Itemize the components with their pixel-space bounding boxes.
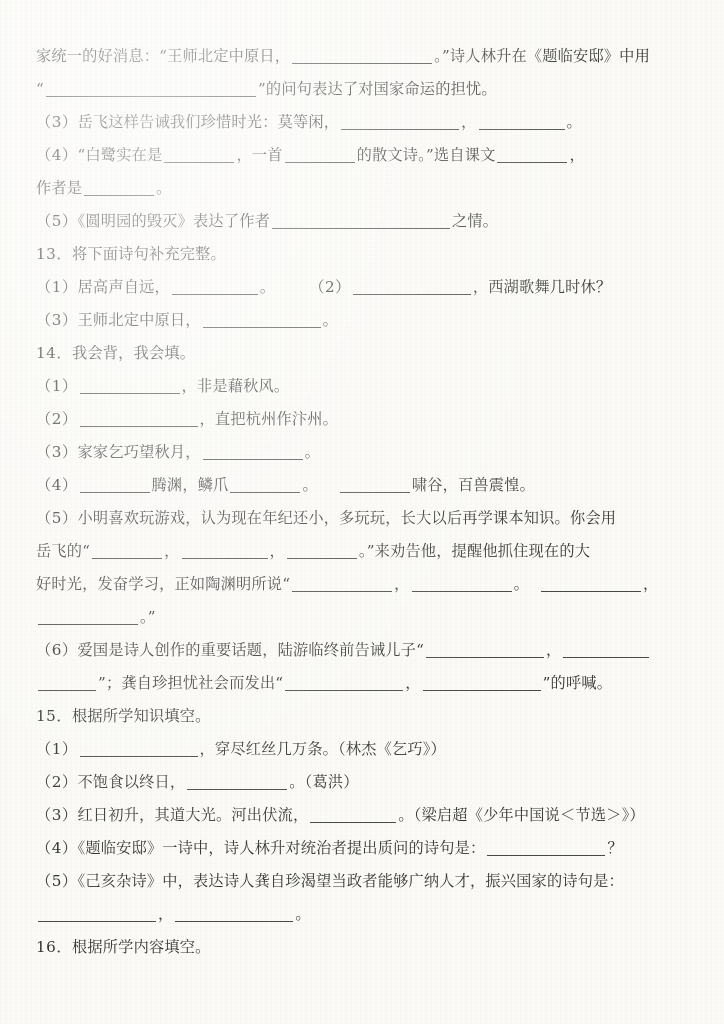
carryover-text-seg3: ”的问句表达了对国家命运的担忧。 <box>257 80 497 98</box>
question-14-item-6-line-2 <box>36 667 690 700</box>
question-number: 14． <box>36 344 73 362</box>
item-text-seg1: 居高声自远， <box>77 278 170 296</box>
question-15-item-1 <box>36 733 690 766</box>
item-text-line2-seg3: ”的呼喊。 <box>542 674 613 692</box>
blank-field[interactable] <box>285 675 403 691</box>
item-text-seg2: ，一首 <box>236 146 283 164</box>
question-14-item-6-line-1 <box>36 634 690 667</box>
item-text-line1: 《己亥杂诗》中，表达诗人龚自珍渴望当政者能够广纳人才，振兴国家的诗句是： <box>77 872 624 890</box>
blank-field[interactable] <box>340 477 410 493</box>
item-text-seg2: ，穿尽红丝几万条。（林杰《乞巧》） <box>199 740 446 758</box>
blank-field[interactable] <box>292 48 432 64</box>
item-text-line3-seg2: ， <box>394 575 410 593</box>
blank-field[interactable] <box>80 411 198 427</box>
item-label: （2） <box>36 773 78 791</box>
blank-field[interactable] <box>292 576 392 592</box>
item-label: （3） <box>36 443 78 461</box>
item-label: （4） <box>36 476 78 494</box>
item-label: （5） <box>36 509 78 527</box>
item-label: （3） <box>36 806 78 824</box>
question-13-item-3 <box>36 304 690 337</box>
item-text-seg1: 王师北定中原日， <box>77 311 201 329</box>
question-15-item-4 <box>36 832 690 865</box>
blank-field[interactable] <box>272 213 450 229</box>
item-label: （3） <box>36 113 78 131</box>
carryover-item-5 <box>36 205 690 238</box>
question-14-heading <box>36 337 690 370</box>
blank-field[interactable] <box>479 114 565 130</box>
item-text-line2-seg4: 。”来劝告他，提醒他抓住现在的大 <box>358 542 591 560</box>
blank-field[interactable] <box>187 774 287 790</box>
question-14-item-1 <box>36 370 690 403</box>
item-text-seg2: 。 <box>322 311 339 329</box>
item-label: （4） <box>36 839 78 857</box>
blank-field[interactable] <box>310 807 396 823</box>
item-text-line2-seg1: 岳飞的“ <box>36 542 91 560</box>
carryover-paragraph-line-1 <box>36 40 690 73</box>
item-label: （6） <box>36 641 78 659</box>
blank-field[interactable] <box>230 477 300 493</box>
question-15-item-3 <box>36 799 690 832</box>
item-text-seg1: 《圆明园的毁灭》表达了作者 <box>77 212 270 230</box>
item-text-line2-seg2: ， <box>158 905 174 923</box>
item-text-seg2: 。（梁启超《少年中国说＜节选＞》） <box>398 806 645 824</box>
item-text-seg4: 啸谷，百兽震惶。 <box>411 476 535 494</box>
carryover-item-4-line-1 <box>36 139 690 172</box>
question-15-heading <box>36 700 690 733</box>
item-label: （3） <box>36 311 78 329</box>
item-text-line3-seg4: ， <box>642 575 659 593</box>
carryover-text-seg2: 。”诗人林升在《题临安邸》中用 <box>434 47 650 65</box>
item-label: （5） <box>36 212 78 230</box>
blank-field[interactable] <box>497 147 567 163</box>
blank-field[interactable] <box>341 114 459 130</box>
item-text-seg4: ， <box>569 146 585 164</box>
question-14-item-5-line-1 <box>36 502 690 535</box>
open-quote-mark: “ <box>36 80 44 98</box>
blank-field[interactable] <box>172 279 258 295</box>
blank-field[interactable] <box>46 81 256 97</box>
item-text-seg2: 腾渊，鳞爪 <box>151 476 229 494</box>
item-text-line2-seg2: 。 <box>156 179 172 197</box>
item-text-line3-seg3: 。 <box>513 575 529 593</box>
blank-field[interactable] <box>563 642 649 658</box>
blank-field[interactable] <box>80 741 198 757</box>
question-15-item-5-line-2 <box>36 898 690 931</box>
question-title: 将下面诗句补充完整。 <box>72 245 226 263</box>
item-text-seg1: 《题临安邸》一诗中，诗人林升对统治者提出质问的诗句是： <box>77 839 486 857</box>
blank-field[interactable] <box>353 279 471 295</box>
blank-field[interactable] <box>80 378 180 394</box>
blank-field[interactable] <box>38 906 156 922</box>
blank-field[interactable] <box>164 147 234 163</box>
carryover-text-seg1: 家统一的好消息：“王师北定中原日， <box>36 47 291 65</box>
item-text-seg3: 的散文诗。”选自课文 <box>356 146 496 164</box>
blank-field[interactable] <box>426 642 544 658</box>
blank-field[interactable] <box>287 543 357 559</box>
item-text-line2-seg2: ， <box>405 674 421 692</box>
question-15-item-5-line-1 <box>36 865 690 898</box>
blank-field[interactable] <box>92 543 162 559</box>
carryover-item-4-line-2 <box>36 172 690 205</box>
question-number: 13． <box>36 245 73 263</box>
question-13-heading <box>36 238 690 271</box>
blank-field[interactable] <box>175 906 293 922</box>
item-text-line1-seg1: 爱国是诗人创作的重要话题，陆游临终前告诫儿子“ <box>77 641 425 659</box>
question-15-item-2 <box>36 766 690 799</box>
blank-field[interactable] <box>203 444 303 460</box>
item-text-seg2: ， <box>461 113 477 131</box>
item-text-seg2: 。 <box>304 443 321 461</box>
item-text-seg1: 红日初升，其道大光。河出伏流， <box>77 806 309 824</box>
item-text-line2-seg1: ”；龚自珍担忧社会而发出“ <box>98 674 284 692</box>
question-number: 15． <box>36 707 73 725</box>
blank-field[interactable] <box>487 840 605 856</box>
item-text-line2-seg1: 作者是 <box>36 179 83 197</box>
item-text-seg3: 。 <box>566 113 582 131</box>
blank-field[interactable] <box>412 576 512 592</box>
item-label: （2） <box>36 410 78 428</box>
item-label: （1） <box>36 740 78 758</box>
item-text-seg2: 之情。 <box>451 212 499 230</box>
question-title: 我会背，我会填。 <box>72 344 196 362</box>
question-13-item-1-and-2 <box>36 271 690 304</box>
carryover-item-3 <box>36 106 690 139</box>
item-text-seg3: 。 <box>302 476 318 494</box>
blank-field[interactable] <box>423 675 541 691</box>
question-14-item-5-line-3 <box>36 568 690 601</box>
item-text-seg1: 家家乞巧望秋月， <box>77 443 201 461</box>
blank-field[interactable] <box>285 147 355 163</box>
item-text-seg2: ，西湖歌舞几时休？ <box>472 278 612 296</box>
question-title: 根据所学知识填空。 <box>72 707 211 725</box>
blank-field[interactable] <box>84 180 154 196</box>
item-text-seg2: ，非是藉秋风。 <box>181 377 290 395</box>
blank-field[interactable] <box>541 576 641 592</box>
item-label: （5） <box>36 872 78 890</box>
item-text-line1-seg2: ， <box>546 641 562 659</box>
item-text-seg2: 。 <box>259 278 276 296</box>
question-14-item-5-line-4 <box>36 601 690 634</box>
item-text-line3-seg1: 好时光，发奋学习，正如陶渊明所说“ <box>36 575 291 593</box>
carryover-paragraph-line-2 <box>36 73 690 106</box>
question-14-item-3 <box>36 436 690 469</box>
question-number: 16． <box>36 938 73 956</box>
item-text-line2-seg3: 。 <box>295 905 311 923</box>
question-16-heading <box>36 931 690 964</box>
item-text-line1: 小明喜欢玩游戏，认为现在年纪还小，多玩玩，长大以后再学课本知识。你会用 <box>77 509 617 527</box>
question-title: 根据所学内容填空。 <box>72 938 211 956</box>
question-14-item-5-line-2 <box>36 535 690 568</box>
item-text-line2-seg2: ， <box>164 542 180 560</box>
question-14-item-2 <box>36 403 690 436</box>
blank-field[interactable] <box>80 477 150 493</box>
item-text-line2-seg3: ， <box>269 542 285 560</box>
item-text-seg1: 不饱食以终日， <box>77 773 186 791</box>
item-label: （2） <box>309 278 351 296</box>
question-14-item-4 <box>36 469 690 502</box>
item-text-seg2: ，直把杭州作汴州。 <box>199 410 339 428</box>
blank-field[interactable] <box>38 609 138 625</box>
item-text-seg2: 。（葛洪） <box>289 773 359 791</box>
item-text-seg2: ？ <box>607 839 623 857</box>
item-label: （4） <box>36 146 78 164</box>
blank-field[interactable] <box>38 675 96 691</box>
item-label: （1） <box>36 278 78 296</box>
item-text-line4-seg2: 。” <box>140 608 156 626</box>
item-text-seg1: 岳飞这样告诫我们珍惜时光：莫等闲， <box>77 113 340 131</box>
item-label: （1） <box>36 377 78 395</box>
blank-field[interactable] <box>203 312 321 328</box>
item-text-seg1: “白鹭实在是 <box>77 146 163 164</box>
blank-field[interactable] <box>182 543 268 559</box>
